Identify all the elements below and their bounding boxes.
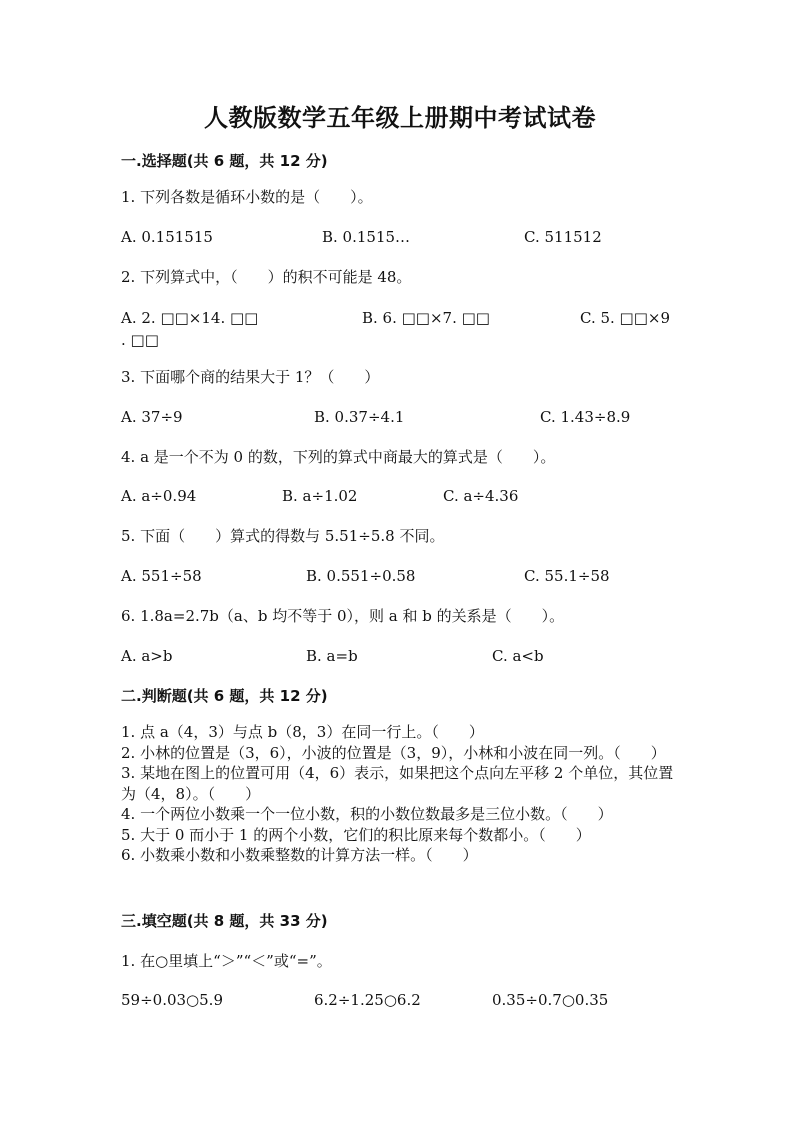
choice-q1-option-b: B. 0.1515… [322, 228, 411, 246]
choice-q5-option-a: A. 551÷58 [121, 567, 202, 585]
judge-item-6: 6. 小数乘小数和小数乘整数的计算方法一样。（ ） [121, 846, 478, 864]
choice-q6-option-a: A. a>b [121, 647, 173, 665]
choice-q2-option-c-wrap: . □□ [121, 331, 159, 349]
choice-q2-option-a: A. 2. □□×14. □□ [121, 309, 259, 327]
choice-question-6: 6. 1.8a=2.7b（a、b 均不等于 0），则 a 和 b 的关系是（ ）。 [121, 607, 565, 625]
choice-question-1: 1. 下列各数是循环小数的是（ ）。 [121, 188, 373, 206]
choice-q3-option-b: B. 0.37÷4.1 [314, 408, 405, 426]
judge-item-3: 3. 某地在图上的位置可用（4，6）表示，如果把这个点向左平移 2 个单位，其位置为（4，8）。（ ） [121, 764, 674, 803]
choice-question-5: 5. 下面（ ）算式的得数与 5.51÷5.8 不同。 [121, 527, 445, 545]
choice-question-4: 4. a 是一个不为 0 的数，下列的算式中商最大的算式是（ ）。 [121, 448, 556, 466]
choice-q1-option-c: C. 511512 [524, 228, 602, 246]
section-heading-fill: 三.填空题(共 8 题，共 33 分) [121, 912, 328, 930]
fill-q1-item-2: 6.2÷1.25○6.2 [314, 991, 421, 1009]
choice-q2-option-b: B. 6. □□×7. □□ [362, 309, 490, 327]
choice-q5-option-c: C. 55.1÷58 [524, 567, 610, 585]
choice-q1-option-a: A. 0.151515 [121, 228, 213, 246]
choice-q4-option-a: A. a÷0.94 [121, 487, 197, 505]
judge-item-5: 5. 大于 0 而小于 1 的两个小数，它们的积比原来每个数都小。（ ） [121, 825, 591, 844]
choice-question-2: 2. 下列算式中，（ ）的积不可能是 48。 [121, 268, 412, 286]
judge-item-1: 1. 点 a（4，3）与点 b（8，3）在同一行上。（ ） [121, 723, 484, 741]
fill-question-1: 1. 在○里填上“＞”“＜”或“=”。 [121, 952, 332, 970]
choice-q2-option-c: C. 5. □□×9 [580, 309, 671, 327]
judge-item-2: 2. 小林的位置是（3，6），小波的位置是（3，9），小林和小波在同一列。（ ） [121, 743, 666, 762]
judge-list [121, 722, 681, 866]
choice-q4-option-b: B. a÷1.02 [282, 487, 358, 505]
fill-q1-item-3: 0.35÷0.7○0.35 [492, 991, 609, 1009]
choice-q3-option-c: C. 1.43÷8.9 [540, 408, 631, 426]
choice-q3-option-a: A. 37÷9 [121, 408, 183, 426]
choice-q5-option-b: B. 0.551÷0.58 [306, 567, 416, 585]
judge-item-4: 4. 一个两位小数乘一个一位小数，积的小数位数最多是三位小数。（ ） [121, 805, 613, 823]
choice-question-3: 3. 下面哪个商的结果大于 1？（ ） [121, 368, 380, 386]
section-heading-choice: 一.选择题(共 6 题，共 12 分) [121, 152, 328, 170]
choice-q6-option-c: C. a<b [492, 647, 544, 665]
page-title: 人教版数学五年级上册期中考试试卷 [204, 104, 596, 132]
fill-q1-item-1: 59÷0.03○5.9 [121, 991, 223, 1009]
section-heading-judge: 二.判断题(共 6 题，共 12 分) [121, 687, 328, 705]
choice-q4-option-c: C. a÷4.36 [443, 487, 519, 505]
choice-q6-option-b: B. a=b [306, 647, 358, 665]
